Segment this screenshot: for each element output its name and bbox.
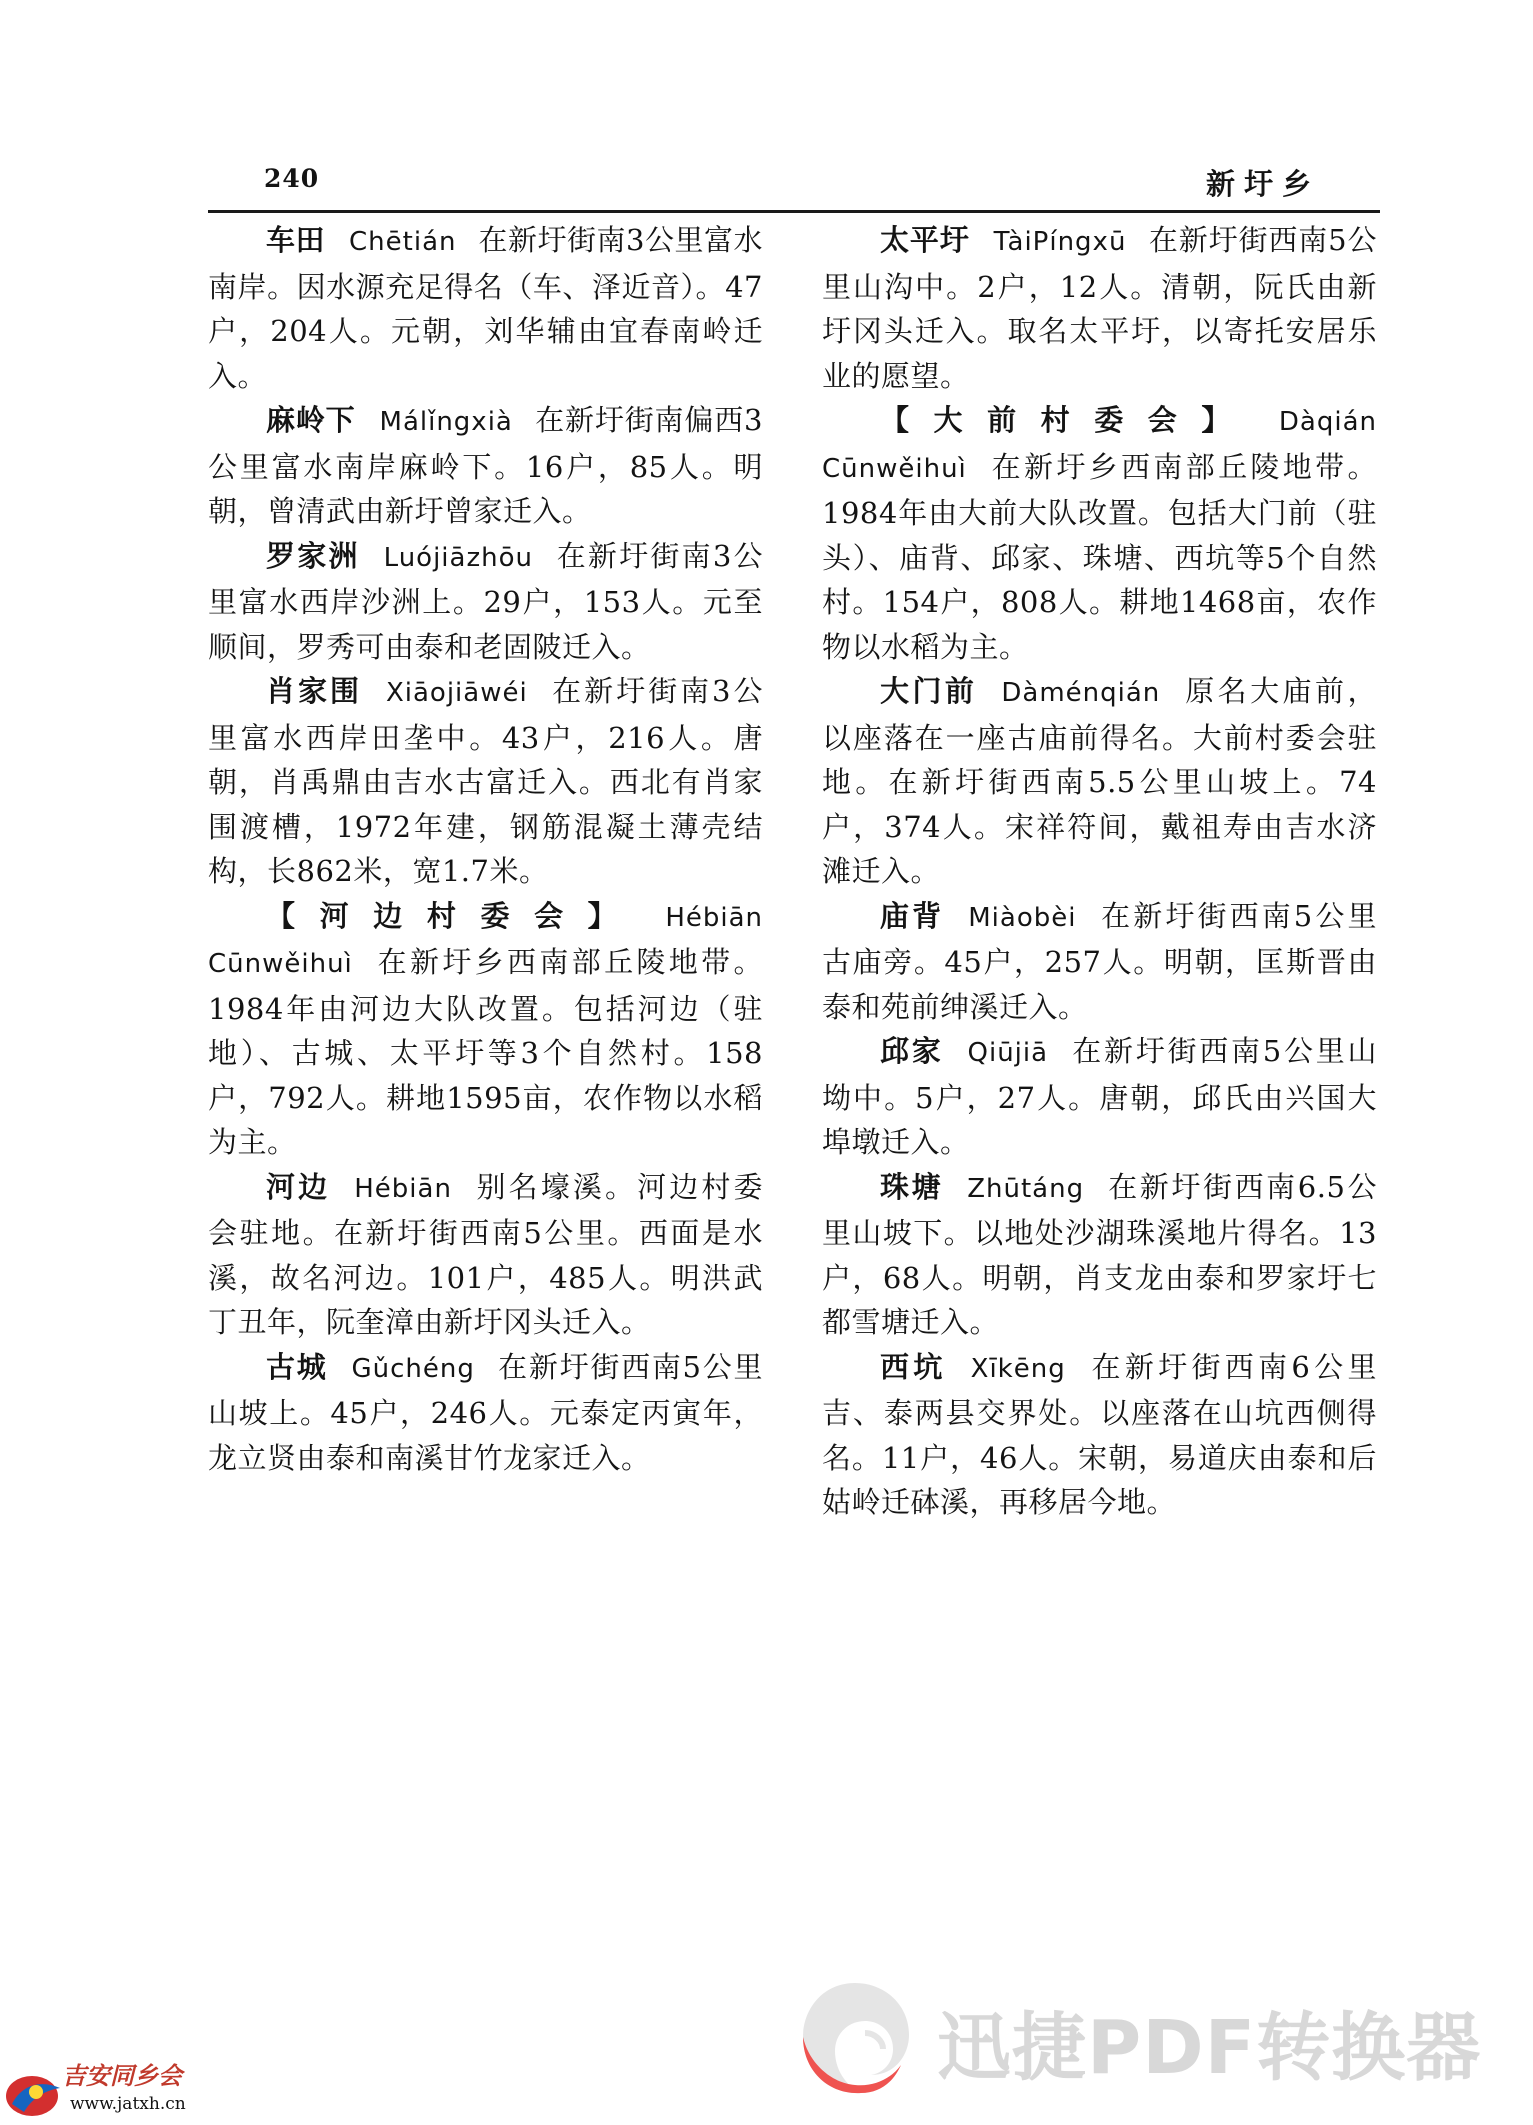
entry-name: 珠塘 bbox=[880, 1169, 944, 1204]
swirl-logo-icon bbox=[795, 1975, 915, 2103]
running-head: 新圩乡 bbox=[1205, 167, 1320, 201]
entry-text: 原名大庙前，以座落在一座古庙前得名。大前村委会驻地。在新圩街西南5.5公里山坡上。74户，374人。宋祥符间，戴祖寿由吉水济滩迁入。 bbox=[822, 674, 1377, 888]
entry-pinyin: Dàqián Cūnwěihuì bbox=[822, 407, 1377, 484]
entry-pinyin: Hébiān Cūnwěihuì bbox=[208, 902, 763, 979]
entry-text: 在新圩街西南5公里山沟中。2户，12人。清朝，阮氏由新圩冈头迁入。取名太平圩，以寄托安居乐业的愿望。 bbox=[822, 223, 1377, 393]
entry-text: 在新圩乡西南部丘陵地带。1984年由大前大队改置。包括大门前（驻头）、庙背、邱家、珠塘、西坑等5个自然村。154户，808人。耕地1468亩，农作物以水稻为主。 bbox=[822, 449, 1377, 664]
page-number: 240 bbox=[264, 164, 320, 193]
entry-name: 大门前 bbox=[880, 674, 978, 708]
entry bbox=[822, 894, 1377, 1030]
entry-pinyin: Chētián bbox=[349, 227, 457, 257]
entry-name: 河边 bbox=[266, 1169, 331, 1204]
entry-name: 太平圩 bbox=[880, 223, 970, 257]
pdf-converter-watermark bbox=[795, 1975, 1515, 2103]
entry-name: 邱家 bbox=[880, 1034, 944, 1068]
entry bbox=[208, 1345, 763, 1481]
entry-text: 在新圩街西南5公里山坳中。5户，27人。唐朝，邱氏由兴国大埠墩迁入。 bbox=[822, 1034, 1377, 1159]
entry-pinyin: Qiūjiā bbox=[967, 1038, 1049, 1068]
site-url: www.jatxh.cn bbox=[70, 2094, 186, 2114]
entry bbox=[208, 669, 763, 894]
entry-name: 肖家围 bbox=[266, 674, 362, 708]
emblem-icon bbox=[2, 2064, 68, 2120]
entry-name: 【大前村委会】 bbox=[880, 403, 1255, 437]
site-logo bbox=[2, 2050, 186, 2122]
entry bbox=[208, 534, 763, 670]
entry-pinyin: Hébiān bbox=[354, 1173, 452, 1204]
entry bbox=[822, 1165, 1377, 1345]
entry-text: 在新圩街西南6.5公里山坡下。以地处沙湖珠溪地片得名。13户，68人。明朝，肖支龙由泰和罗家圩七都雪塘迁入。 bbox=[822, 1169, 1377, 1339]
entry bbox=[208, 894, 763, 1165]
entry-name: 西坑 bbox=[880, 1349, 947, 1384]
entry-text: 在新圩街南3公里富水西岸田垄中。43户，216人。唐朝，肖禹鼎由吉水古富迁入。西北有肖家围渡槽，1972年建，钢筋混凝土薄壳结构，长862米，宽1.7米。 bbox=[208, 674, 763, 888]
entry-name: 【河边村委会】 bbox=[266, 898, 642, 933]
entry-text: 在新圩街南偏西3公里富水南岸麻岭下。16户，85人。明朝，曾清武由新圩曾家迁入。 bbox=[208, 403, 763, 528]
entry-pinyin: Zhūtáng bbox=[967, 1173, 1085, 1204]
entry bbox=[822, 1345, 1377, 1525]
entry-pinyin: Dàménqián bbox=[1001, 678, 1161, 708]
entry-pinyin: Miàobèi bbox=[968, 902, 1077, 933]
entry-text: 别名壕溪。河边村委会驻地。在新圩街西南5公里。西面是水溪，故名河边。101户，485人。明洪武丁丑年，阮奎漳由新圩冈头迁入。 bbox=[208, 1169, 763, 1339]
entry bbox=[208, 398, 763, 534]
entry-text: 在新圩乡西南部丘陵地带。1984年由河边大队改置。包括河边（驻地）、古城、太平圩等3个自然村。158户，792人。耕地1595亩，农作物以水稻为主。 bbox=[208, 945, 763, 1159]
entry-text: 在新圩街西南6公里吉、泰两县交界处。以座落在山坑西侧得名。11户，46人。宋朝，易道庆由泰和后姑岭迁砵溪，再移居今地。 bbox=[822, 1349, 1377, 1519]
entry-text: 在新圩街南3公里富水南岸。因水源充足得名（车、泽近音）。47户，204人。元朝，刘华辅由宜春南岭迁入。 bbox=[208, 223, 763, 393]
entry-pinyin: TàiPíngxū bbox=[993, 227, 1127, 257]
entry bbox=[822, 218, 1377, 398]
watermark-text: 迅捷PDF转换器 bbox=[937, 2005, 1482, 2091]
left-column bbox=[208, 218, 763, 1480]
entry bbox=[208, 1165, 763, 1345]
entry-text: 在新圩街西南5公里山坡上。45户，246人。元泰定丙寅年，龙立贤由泰和南溪甘竹龙家迁入。 bbox=[208, 1349, 763, 1475]
header-rule bbox=[208, 210, 1380, 213]
entry-pinyin: Gǔchéng bbox=[351, 1353, 475, 1384]
entry-name: 麻岭下 bbox=[266, 403, 356, 437]
entry-pinyin: Xiāojiāwéi bbox=[385, 678, 528, 708]
entry-pinyin: Luójiāzhōu bbox=[383, 542, 533, 573]
right-column bbox=[822, 218, 1377, 1525]
entry bbox=[822, 669, 1377, 894]
entry-name: 古城 bbox=[266, 1349, 328, 1384]
entry-name: 车田 bbox=[266, 223, 326, 257]
page-header bbox=[208, 158, 1380, 208]
entry bbox=[208, 218, 763, 398]
entry-text: 在新圩街南3公里富水西岸沙洲上。29户，153人。元至顺间，罗秀可由泰和老固陂迁入。 bbox=[208, 538, 763, 664]
entry-name: 庙背 bbox=[880, 898, 945, 933]
entry-pinyin: Málǐngxià bbox=[379, 407, 513, 437]
entry bbox=[822, 398, 1377, 669]
entry-name: 罗家洲 bbox=[266, 538, 360, 573]
entry-text: 在新圩街西南5公里古庙旁。45户，257人。明朝，匡斯晋由泰和苑前绅溪迁入。 bbox=[822, 898, 1377, 1024]
site-name: 吉安同乡会 bbox=[62, 2061, 182, 2090]
entry-pinyin: Xīkēng bbox=[970, 1353, 1066, 1384]
entry bbox=[822, 1029, 1377, 1165]
